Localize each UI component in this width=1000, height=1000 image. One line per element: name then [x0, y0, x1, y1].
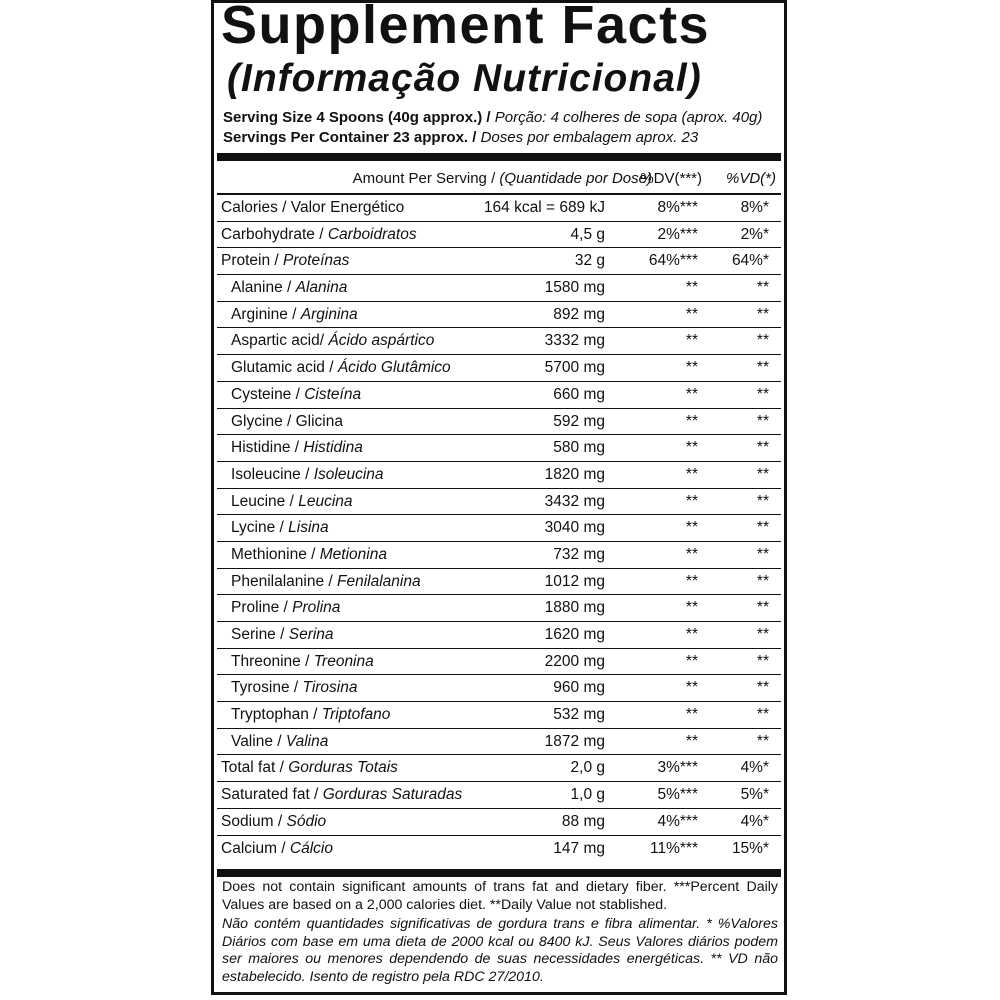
- nutrient-name-pt: Prolina: [292, 599, 341, 617]
- nutrient-name-en: Total fat /: [221, 759, 289, 777]
- nutrient-vd: **: [756, 626, 769, 643]
- nutrient-dv: **: [685, 439, 698, 457]
- table-row: [217, 729, 781, 756]
- header-amount-pt: (Quantidade por Dose): [499, 170, 652, 187]
- nutrient-vd: **: [756, 519, 769, 537]
- table-row: [217, 542, 781, 569]
- nutrient-name-pt: Cálcio: [289, 839, 333, 857]
- nutrient-vd: **: [756, 492, 769, 510]
- nutrient-name-en: Protein /: [221, 252, 284, 270]
- table-row: [217, 649, 781, 676]
- nutrient-name-pt: Lisina: [288, 519, 329, 537]
- nutrient-name-pt: Triptofano: [321, 706, 391, 724]
- nutrient-name-pt: Sódio: [286, 812, 327, 830]
- nutrient-vd: **: [756, 412, 769, 430]
- nutrient-name-en: Calories /: [221, 199, 291, 216]
- nutrient-amount: 660 mg: [553, 385, 605, 403]
- table-row: [217, 515, 781, 542]
- nutrient-name-en: Leucine /: [231, 492, 299, 510]
- nutrient-dv: 64%***: [648, 252, 698, 270]
- nutrient-vd: **: [756, 679, 769, 697]
- nutrient-name: [231, 675, 358, 701]
- nutrient-vd: **: [756, 465, 769, 483]
- nutrient-amount: 1820 mg: [544, 465, 605, 483]
- nutrient-dv: **: [685, 732, 698, 750]
- nutrient-dv: **: [685, 519, 698, 537]
- nutrient-dv: **: [685, 626, 698, 643]
- nutrient-amount: 4,5 g: [570, 225, 605, 243]
- nutrient-amount: 32 g: [574, 252, 605, 270]
- nutrient-name-pt: Glicina: [295, 412, 343, 430]
- nutrient-table: [217, 195, 781, 862]
- nutrient-name-en: Tryptophan /: [231, 706, 322, 724]
- table-row: [217, 409, 781, 436]
- nutrient-dv: **: [685, 465, 698, 483]
- nutrient-amount: 5700 mg: [544, 359, 605, 377]
- nutrient-name: [231, 542, 387, 568]
- nutrient-name: [231, 462, 384, 488]
- nutrient-name-en: Glycine /: [231, 412, 296, 430]
- nutrient-amount: 3332 mg: [544, 332, 605, 350]
- nutrient-name: [231, 328, 434, 354]
- nutrient-name: [231, 435, 363, 461]
- nutrient-vd: 5%*: [740, 786, 769, 804]
- nutrient-name-pt: Gorduras Totais: [288, 759, 398, 777]
- nutrient-dv: **: [685, 599, 698, 617]
- nutrient-name: [231, 649, 374, 675]
- nutrient-amount: 732 mg: [553, 545, 605, 563]
- nutrient-vd: **: [756, 572, 769, 590]
- nutrient-name-en: Arginine /: [231, 305, 301, 323]
- nutrient-dv: **: [685, 652, 698, 670]
- nutrient-dv: **: [685, 412, 698, 430]
- table-row: [217, 195, 781, 222]
- nutrient-name-pt: Cisteína: [304, 385, 362, 403]
- nutrient-vd: **: [756, 359, 769, 377]
- table-row: [217, 275, 781, 302]
- nutrient-dv: 8%***: [657, 199, 698, 216]
- nutrient-name: [221, 782, 462, 808]
- nutrient-name-en: Aspartic acid/: [231, 332, 329, 350]
- nutrient-vd: **: [756, 439, 769, 457]
- serving-size-pt: Porção: 4 colheres de sopa (aprox. 40g): [494, 109, 763, 126]
- servings-per-container: [223, 129, 698, 147]
- nutrient-name-pt: Valina: [285, 732, 329, 750]
- nutrient-name: [231, 595, 340, 621]
- nutrient-dv: **: [685, 706, 698, 724]
- servings-per-container-en: Servings Per Container 23 approx. /: [223, 129, 477, 146]
- nutrient-name: [231, 355, 451, 381]
- nutrient-name-en: Calcium /: [221, 839, 290, 857]
- nutrient-name-en: Valine /: [231, 732, 286, 750]
- nutrient-name-en: Sodium /: [221, 812, 287, 830]
- table-row: [217, 328, 781, 355]
- table-row: [217, 809, 781, 836]
- nutrient-name-pt: Fenilalanina: [337, 572, 421, 590]
- nutrient-name-pt: Serina: [288, 626, 334, 643]
- nutrient-vd: 4%*: [740, 759, 769, 777]
- header-dv: %DV(***): [640, 170, 702, 187]
- nutrient-vd: 2%*: [740, 225, 769, 243]
- supplement-facts-panel: [211, 0, 787, 995]
- nutrient-name-en: Histidine /: [231, 439, 304, 457]
- nutrient-amount: 960 mg: [553, 679, 605, 697]
- nutrient-name-en: Carbohydrate /: [221, 225, 328, 243]
- nutrient-dv: **: [685, 545, 698, 563]
- subtitle: (Informação Nutricional): [227, 57, 702, 100]
- nutrient-amount: 1880 mg: [544, 599, 605, 617]
- nutrient-dv: **: [685, 279, 698, 297]
- table-row: [217, 622, 781, 649]
- nutrient-vd: **: [756, 385, 769, 403]
- header-amount-en: Amount Per Serving /: [352, 170, 500, 187]
- table-row: [217, 355, 781, 382]
- nutrient-amount: 1580 mg: [544, 279, 605, 297]
- nutrient-name-en: Tyrosine /: [231, 679, 303, 697]
- nutrient-name-en: Phenilalanine /: [231, 572, 337, 590]
- nutrient-dv: 11%***: [650, 839, 698, 857]
- footnote-pt: Não contém quantidades significativas de gordura trans e fibra alimentar. * %Valores Diários com base em uma dieta de 2000 kcal ou 8400 kJ. Seus Valores diários podem ser maiores ou menores dependendo de suas necessidades energéticas. ** VD não estabelecido. Isento de registro pela RDC 27/2010.: [222, 916, 778, 985]
- table-row: [217, 462, 781, 489]
- header-vd: %VD(*): [725, 170, 776, 187]
- footnote-en: Does not contain significant amounts of trans fat and dietary fiber. ***Percent Daily Values are based on a 2,000 calories diet. **Daily Value not stablished.: [222, 879, 778, 913]
- nutrient-name-en: Threonine /: [231, 652, 314, 670]
- nutrient-vd: **: [756, 652, 769, 670]
- nutrient-name: [221, 195, 404, 221]
- nutrient-name: [221, 836, 333, 862]
- nutrient-name-pt: Tirosina: [302, 679, 358, 697]
- nutrient-name: [231, 489, 353, 515]
- nutrient-amount: 580 mg: [553, 439, 605, 457]
- nutrient-amount: 1012 mg: [544, 572, 605, 590]
- nutrient-name: [231, 409, 343, 435]
- nutrient-name: [221, 755, 398, 781]
- nutrient-name-pt: Proteínas: [283, 252, 350, 270]
- nutrient-name: [231, 729, 328, 755]
- nutrient-name: [231, 382, 361, 408]
- nutrient-amount: 88 mg: [561, 812, 605, 830]
- nutrient-dv: **: [685, 679, 698, 697]
- nutrient-vd: **: [756, 732, 769, 750]
- table-row: [217, 675, 781, 702]
- table-row: [217, 755, 781, 782]
- table-row: [217, 782, 781, 809]
- nutrient-vd: **: [756, 279, 769, 297]
- nutrient-name-en: Cysteine /: [231, 385, 305, 403]
- nutrient-name: [231, 275, 347, 301]
- nutrient-vd: 15%*: [731, 839, 769, 857]
- table-row: [217, 435, 781, 462]
- nutrient-name-en: Lycine /: [231, 519, 289, 537]
- nutrient-name-pt: Alanina: [295, 279, 348, 297]
- nutrient-name-en: Alanine /: [231, 279, 296, 297]
- nutrient-name: [221, 809, 326, 835]
- nutrient-name-en: Isoleucine /: [231, 465, 314, 483]
- nutrient-dv: 2%***: [657, 225, 698, 243]
- serving-size: [223, 109, 762, 127]
- nutrient-dv: 5%***: [657, 786, 698, 804]
- nutrient-name-pt: Ácido Glutâmico: [337, 359, 451, 377]
- nutrient-name-pt: Isoleucina: [313, 465, 384, 483]
- nutrient-name: [231, 515, 329, 541]
- servings-per-container-pt: Doses por embalagem aprox. 23: [480, 129, 699, 146]
- nutrient-amount: 2,0 g: [570, 759, 605, 777]
- thick-divider-bottom: [217, 869, 781, 877]
- nutrient-name: [231, 302, 358, 328]
- nutrient-amount: 532 mg: [553, 706, 605, 724]
- table-row: [217, 595, 781, 622]
- nutrient-dv: **: [685, 385, 698, 403]
- table-row: [217, 569, 781, 596]
- nutrient-name-en: Serine /: [231, 626, 289, 643]
- nutrient-dv: **: [685, 359, 698, 377]
- serving-size-en: Serving Size 4 Spoons (40g approx.) /: [223, 109, 491, 126]
- nutrient-vd: **: [756, 332, 769, 350]
- nutrient-dv: 3%***: [657, 759, 698, 777]
- nutrient-vd: **: [756, 305, 769, 323]
- nutrient-amount: 1872 mg: [544, 732, 605, 750]
- nutrient-name-pt: Carboidratos: [327, 225, 417, 243]
- nutrient-vd: **: [756, 599, 769, 617]
- nutrient-dv: **: [685, 572, 698, 590]
- nutrient-name-en: Saturated fat /: [221, 786, 323, 804]
- nutrient-dv: 4%***: [657, 812, 698, 830]
- table-row: [217, 222, 781, 249]
- nutrient-name: [221, 222, 417, 248]
- nutrient-name: [231, 622, 334, 648]
- nutrient-amount: 592 mg: [553, 412, 605, 430]
- table-row: [217, 489, 781, 516]
- thick-divider: [217, 153, 781, 161]
- nutrient-amount: 892 mg: [553, 305, 605, 323]
- nutrient-name-en: Proline /: [231, 599, 293, 617]
- nutrient-vd: 8%*: [740, 199, 769, 216]
- nutrient-dv: **: [685, 492, 698, 510]
- nutrient-dv: **: [685, 305, 698, 323]
- nutrient-name: [231, 702, 390, 728]
- nutrient-name: [231, 569, 421, 595]
- nutrient-amount: 1620 mg: [544, 626, 605, 643]
- nutrient-name-pt: Gorduras Saturadas: [322, 786, 463, 804]
- nutrient-name-pt: Treonina: [313, 652, 374, 670]
- nutrient-name-pt: Valor Energético: [290, 199, 405, 216]
- nutrient-amount: 2200 mg: [544, 652, 605, 670]
- title: Supplement Facts: [221, 0, 711, 55]
- table-row: [217, 382, 781, 409]
- table-row: [217, 836, 781, 863]
- nutrient-amount: 3432 mg: [544, 492, 605, 510]
- nutrient-name-pt: Leucina: [298, 492, 353, 510]
- nutrient-vd: **: [756, 545, 769, 563]
- nutrient-amount: 1,0 g: [570, 786, 605, 804]
- nutrient-name-pt: Metionina: [319, 545, 387, 563]
- table-header: [214, 169, 784, 189]
- nutrient-name-pt: Histidina: [303, 439, 363, 457]
- header-amount: [353, 169, 652, 189]
- nutrient-vd: **: [756, 706, 769, 724]
- table-row: [217, 302, 781, 329]
- nutrient-dv: **: [685, 332, 698, 350]
- table-row: [217, 248, 781, 275]
- nutrient-vd: 64%*: [731, 252, 769, 270]
- nutrient-name-en: Methionine /: [231, 545, 320, 563]
- nutrient-amount: 164 kcal = 689 kJ: [483, 199, 605, 216]
- nutrient-vd: 4%*: [740, 812, 769, 830]
- table-row: [217, 702, 781, 729]
- nutrient-name-en: Glutamic acid /: [231, 359, 338, 377]
- nutrient-name-pt: Arginina: [300, 305, 358, 323]
- nutrient-name-pt: Ácido aspártico: [328, 332, 435, 350]
- nutrient-amount: 3040 mg: [544, 519, 605, 537]
- nutrient-name: [221, 248, 349, 274]
- nutrient-amount: 147 mg: [553, 839, 605, 857]
